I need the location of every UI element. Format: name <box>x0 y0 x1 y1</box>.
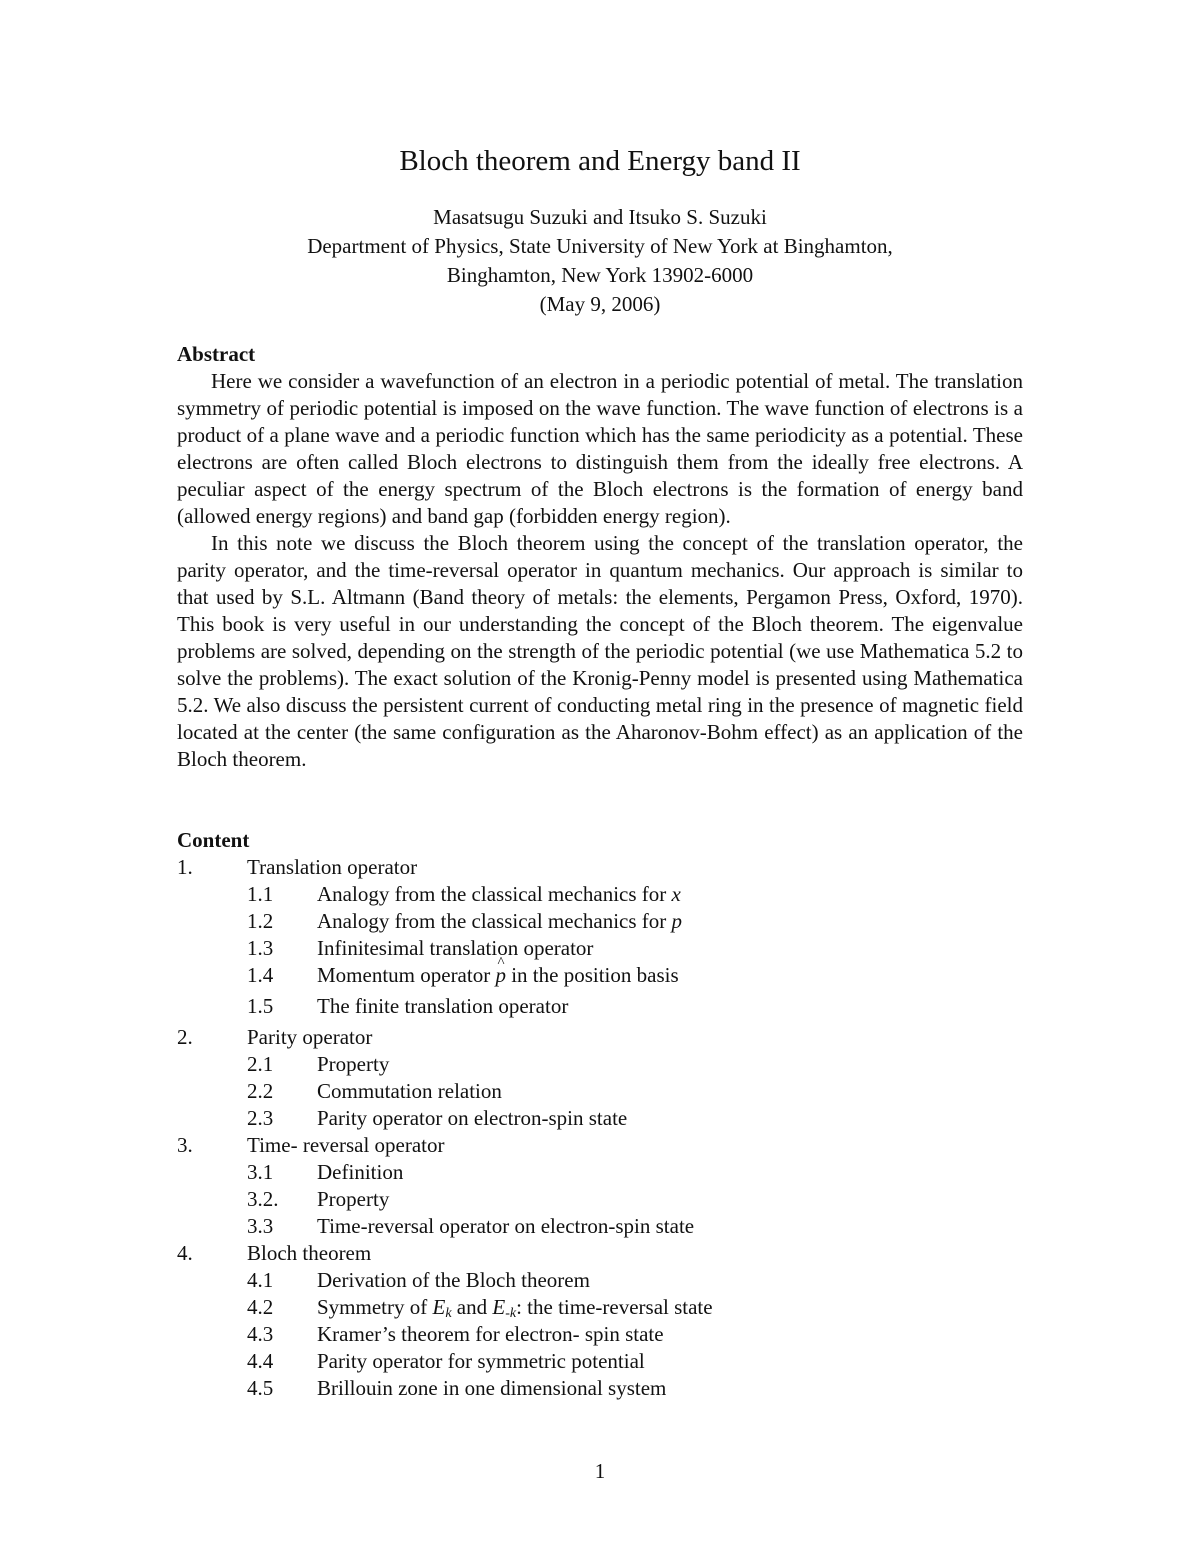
toc-title: Time- reversal operator <box>247 1133 445 1157</box>
toc-subsection <box>177 1294 1023 1321</box>
toc-subsection <box>177 989 1023 1024</box>
author-block <box>0 203 1200 319</box>
abstract-body <box>177 368 1023 773</box>
table-of-contents <box>177 854 1023 1402</box>
abstract-heading: Abstract <box>177 342 256 366</box>
toc-title: Momentum operator ^ p in the position basis <box>317 962 679 989</box>
author-names: Masatsugu Suzuki and Itsuko S. Suzuki <box>433 205 767 229</box>
toc-title: Symmetry of $E_k$ and $E_{-k}$: the time-reversal state <box>317 1295 713 1321</box>
toc-number: 3. <box>177 1133 193 1157</box>
toc-subsection <box>177 1051 1023 1078</box>
toc-subsection <box>177 1105 1023 1132</box>
affiliation-line-1: Department of Physics, State University of New York at Binghamton, <box>307 234 893 258</box>
toc-title: Commutation relation <box>317 1079 502 1103</box>
toc-subsection <box>177 881 1023 908</box>
paper-date: (May 9, 2006) <box>539 292 661 316</box>
toc-subsection <box>177 1375 1023 1402</box>
toc-number: 4.4 <box>247 1349 274 1373</box>
toc-number: 2.3 <box>247 1106 274 1130</box>
toc-title: Analogy from the classical mechanics for p <box>317 909 683 933</box>
toc-title: Parity operator on electron-spin state <box>317 1106 628 1130</box>
toc-section <box>177 854 1023 881</box>
toc-title: Translation operator <box>247 855 418 879</box>
toc-number: 1.3 <box>247 936 274 960</box>
toc-number: 4.3 <box>247 1322 274 1346</box>
toc-title: Kramer’s theorem for electron- spin state <box>317 1322 664 1346</box>
toc-subsection <box>177 1321 1023 1348</box>
toc-subsection <box>177 1159 1023 1186</box>
p-hat-symbol: ^ p <box>495 962 506 989</box>
toc-number: 1.1 <box>247 882 274 906</box>
toc-title: Bloch theorem <box>247 1241 372 1265</box>
toc-number: 3.2. <box>247 1187 279 1211</box>
toc-number: 1.2 <box>247 909 274 933</box>
toc-title: Parity operator for symmetric potential <box>317 1349 645 1373</box>
paper-title: Bloch theorem and Energy band II <box>399 145 801 177</box>
toc-title: Property <box>317 1187 390 1211</box>
toc-number: 3.1 <box>247 1160 274 1184</box>
toc-number: 1.4 <box>247 963 274 987</box>
toc-section <box>177 1132 1023 1159</box>
toc-subsection <box>177 1267 1023 1294</box>
toc-number: 2.2 <box>247 1079 274 1103</box>
toc-title: Analogy from the classical mechanics for x <box>317 882 681 906</box>
toc-number: 4.5 <box>247 1376 274 1400</box>
toc-number: 4.1 <box>247 1268 274 1292</box>
toc-subsection <box>177 962 1023 989</box>
toc-title: Infinitesimal translation operator <box>317 936 594 960</box>
page-number: 1 <box>594 1459 606 1483</box>
abstract-paragraph-2: In this note we discuss the Bloch theorem using the concept of the translation operator, the parity operator, and the time-reversal operator in quantum mechanics. Our approach is similar to that used by S.L. Altmann (Band theory of metals: the elements, Pergamon Press, Oxford, 1970). This book is very useful in our understanding the concept of the Bloch theorem. The eigenvalue problems are solved, depending on the strength of the periodic potential (we use Mathematica 5.2 to solve the problems). The exact solution of the Kronig-Penny model is presented using Mathematica 5.2. We also discuss the persistent current of conducting metal ring in the presence of magnetic field located at the center (the same configuration as the Aharonov-Bohm effect) as an application of the Bloch theorem. <box>177 531 1023 771</box>
toc-number: 2.1 <box>247 1052 274 1076</box>
toc-subsection <box>177 1078 1023 1105</box>
toc-subsection <box>177 908 1023 935</box>
toc-number: 4. <box>177 1241 193 1265</box>
toc-subsection <box>177 1348 1023 1375</box>
abstract-paragraph-1: Here we consider a wavefunction of an electron in a periodic potential of metal. The translation symmetry of periodic potential is imposed on the wave function. The wave function of electrons is a product of a plane wave and a periodic function which has the same periodicity as a potential. These electrons are often called Bloch electrons to distinguish them from the ideally free electrons. A peculiar aspect of the energy spectrum of the Bloch electrons is the formation of energy band (allowed energy regions) and band gap (forbidden energy region). <box>177 369 1023 528</box>
toc-title: Property <box>317 1052 390 1076</box>
toc-section <box>177 1240 1023 1267</box>
toc-section <box>177 1024 1023 1051</box>
toc-subsection <box>177 935 1023 962</box>
toc-title: Definition <box>317 1160 404 1184</box>
toc-subsection <box>177 1186 1023 1213</box>
toc-title: The finite translation operator <box>317 994 569 1018</box>
affiliation-line-2: Binghamton, New York 13902-6000 <box>446 263 754 287</box>
toc-number: 1. <box>177 855 193 879</box>
toc-number: 2. <box>177 1025 193 1049</box>
toc-number: 1.5 <box>247 994 274 1018</box>
toc-number: 4.2 <box>247 1295 274 1319</box>
toc-title: Derivation of the Bloch theorem <box>317 1268 590 1292</box>
toc-title: Time-reversal operator on electron-spin state <box>317 1214 695 1238</box>
toc-title: Brillouin zone in one dimensional system <box>317 1376 667 1400</box>
toc-title: Parity operator <box>247 1025 373 1049</box>
toc-number: 3.3 <box>247 1214 274 1238</box>
content-heading: Content <box>177 828 250 852</box>
toc-subsection <box>177 1213 1023 1240</box>
